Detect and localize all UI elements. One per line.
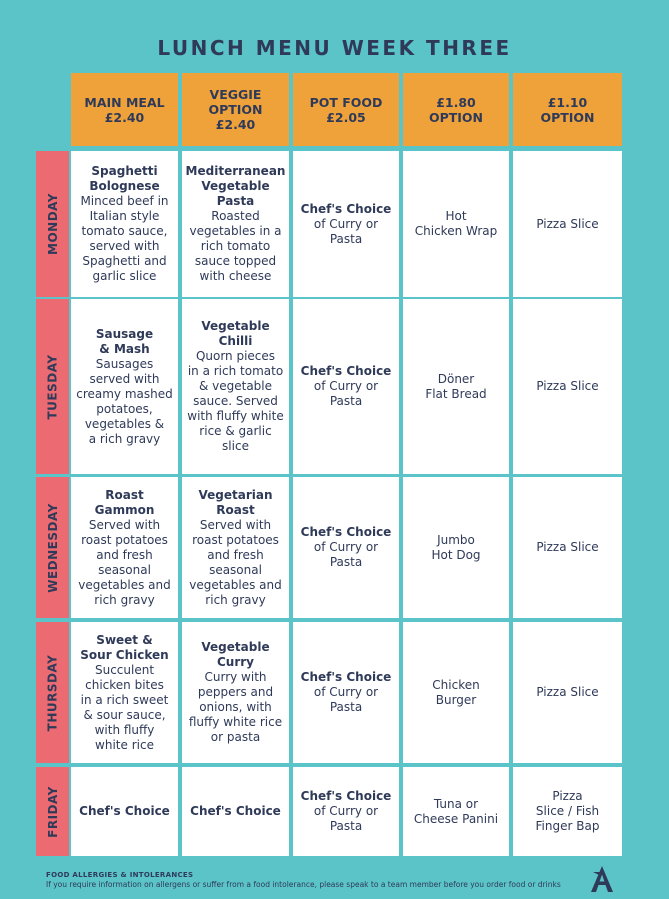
dish-description: Pizza Slice / Fish Finger Bap [535,789,600,833]
menu-cell [293,622,399,763]
dish-description: Döner Flat Bread [425,371,487,401]
dish-description: Sausages served with creamy mashed potatoes, vegetables & a rich gravy [76,356,173,446]
dish-title: Vegetable Curry [201,640,270,669]
dish-description: Quorn pieces in a rich tomato & vegetable sauce. Served with fluffy white rice & garlic slice [187,349,284,453]
menu-cell [182,299,289,474]
dish-description: Served with roast potatoes and fresh seasonal vegetables and rich gravy [78,517,171,607]
dish-description: Jumbo Hot Dog [431,532,481,562]
day-label-thursday [36,622,69,763]
dish-title: Chef's Choice [79,804,170,818]
dish-description: Succulent chicken bites in a rich sweet & sour sauce, with fluffy white rice [80,662,169,752]
dish-title: Sausage & Mash [95,326,154,356]
menu-cell [403,299,509,474]
menu-cell [513,477,622,618]
dish-description: Hot Chicken Wrap [414,209,498,238]
dish-description: of Curry or Pasta [313,540,379,569]
menu-cell [71,299,178,474]
dish-description: Pizza Slice [536,540,599,554]
dish-title: Chef's Choice [300,670,392,684]
dish-title: Mediterranean Vegetable Pasta [185,164,286,208]
dish-description: Roasted vegetables in a rich tomato sauce topped with cheese [189,209,282,283]
dish-description: Chicken Burger [432,677,480,707]
dish-title: Chef's Choice [300,201,392,216]
day-name: WEDNESDAY [45,502,60,593]
allergy-footer [46,871,561,889]
day-name: TUESDAY [45,353,60,420]
menu-cell [293,151,399,297]
menu-cell [513,622,622,763]
dish-description: Tuna or Cheese Panini [413,796,499,826]
dish-title: Chef's Choice [300,525,392,539]
menu-cell [71,151,178,297]
menu-cell [71,622,178,763]
dish-title: Chef's Choice [190,804,281,818]
menu-cell [513,767,622,856]
menu-cell [293,767,399,856]
menu-cell [293,477,399,618]
dish-description: of Curry or Pasta [313,685,379,714]
allergy-heading: FOOD ALLERGIES & INTOLERANCES [46,871,194,879]
day-label-friday [36,767,69,856]
menu-cell [182,622,289,763]
menu-cell [182,477,289,618]
dish-title: Spaghetti Bolognese [89,164,160,193]
allergy-text: If you require information on allergens or suffer from a food intolerance, please speak to a team member before you order food or drinks [46,880,561,889]
dish-description: Served with roast potatoes and fresh seasonal vegetables and rich gravy [189,517,282,607]
dish-title: Vegetarian Roast [198,487,273,517]
header-pot-food: POT FOOD £2.05 [293,73,399,146]
dish-description: Pizza Slice [536,216,599,231]
menu-cell [513,299,622,474]
menu-cell [293,299,399,474]
dish-description: Pizza Slice [536,685,599,699]
dish-title: Chef's Choice [300,364,392,378]
page-title: LUNCH MENU WEEK THREE [157,36,512,60]
header-1-80-option: £1.80 OPTION [403,73,509,146]
day-name: THURSDAY [45,654,60,731]
menu-cell [182,151,289,297]
menu-cell [513,151,622,297]
dish-description: of Curry or Pasta [313,216,379,246]
menu-cell [403,477,509,618]
menu-cell [71,477,178,618]
menu-cell [403,151,509,297]
dish-description: Pizza Slice [536,379,599,393]
dish-title: Sweet & Sour Chicken [80,632,169,662]
dish-title: Chef's Choice [300,789,392,803]
day-label-tuesday [36,299,69,474]
header-main-meal: MAIN MEAL £2.40 [71,73,178,146]
menu-cell [403,767,509,856]
dish-title: Vegetable Chilli [201,319,270,348]
dish-title: Roast Gammon [94,487,155,517]
menu-cell [403,622,509,763]
menu-cell [182,767,289,856]
day-label-monday [36,151,69,297]
day-name: FRIDAY [45,785,60,838]
header-veggie-option: VEGGIE OPTION £2.40 [182,73,289,146]
header-1-10-option: £1.10 OPTION [513,73,622,146]
dish-description: of Curry or Pasta [313,379,379,408]
dish-description: Minced beef in Italian style tomato sauce, served with Spaghetti and garlic slice [80,194,169,283]
a-logo-icon [590,865,614,893]
menu-cell [71,767,178,856]
dish-description: Curry with peppers and onions, with fluffy white rice or pasta [188,670,283,744]
dish-description: of Curry or Pasta [313,804,379,833]
day-label-wednesday [36,477,69,618]
day-name: MONDAY [45,193,60,255]
